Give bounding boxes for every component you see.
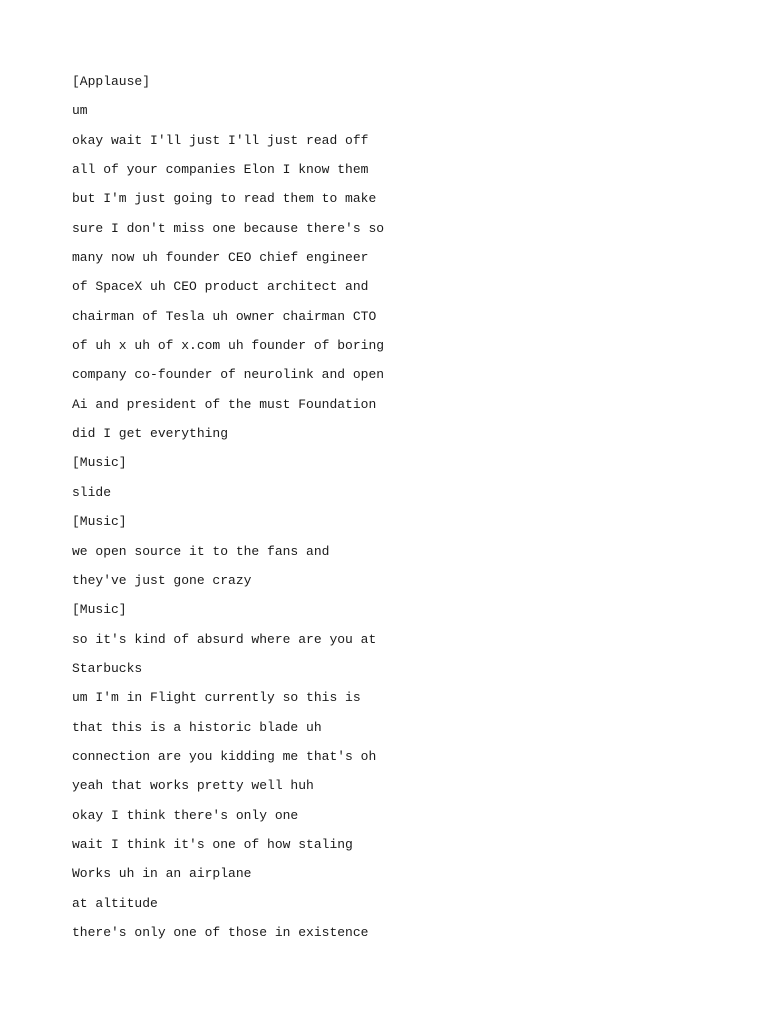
transcript-line: but I'm just going to read them to make [72, 191, 377, 207]
transcript-line: of SpaceX uh CEO product architect and [72, 279, 369, 295]
transcript-line: wait I think it's one of how staling [72, 836, 353, 852]
transcript-line: Ai and president of the must Foundation [72, 396, 377, 412]
transcript-line: connection are you kidding me that's oh [72, 748, 377, 764]
transcript-line: okay I think there's only one [72, 807, 299, 823]
transcript-line: of uh x uh of x.com uh founder of boring [72, 338, 385, 354]
transcript-line: all of your companies Elon I know them [72, 162, 369, 178]
transcript-line: did I get everything [72, 426, 229, 442]
transcript-line: um [72, 103, 88, 119]
transcript-line: [Music] [72, 455, 127, 471]
transcript-line: okay wait I'll just I'll just read off [72, 132, 369, 148]
transcript-line: we open source it to the fans and [72, 543, 330, 559]
transcript-line: Works uh in an airplane [72, 866, 252, 882]
transcript-line: at altitude [72, 895, 158, 911]
transcript-line: there's only one of those in existence [72, 924, 369, 940]
transcript-line: [Applause] [72, 74, 151, 89]
transcript-line: that this is a historic blade uh [72, 719, 322, 735]
transcript-line: yeah that works pretty well huh [72, 778, 314, 794]
transcript-line: chairman of Tesla uh owner chairman CTO [72, 308, 377, 324]
transcript-line: so it's kind of absurd where are you at [72, 631, 377, 647]
transcript-line: many now uh founder CEO chief engineer [72, 250, 369, 266]
transcript-line: [Music] [72, 514, 127, 530]
transcript-line: sure I don't miss one because there's so [72, 220, 385, 236]
transcript-line: slide [72, 484, 112, 500]
transcript-line: company co-founder of neurolink and open [72, 367, 385, 383]
transcript-line: um I'm in Flight currently so this is [72, 690, 361, 706]
transcript-text [72, 67, 732, 947]
transcript-line: they've just gone crazy [72, 572, 252, 588]
transcript-line: [Music] [72, 602, 127, 618]
transcript-line: Starbucks [72, 660, 143, 676]
